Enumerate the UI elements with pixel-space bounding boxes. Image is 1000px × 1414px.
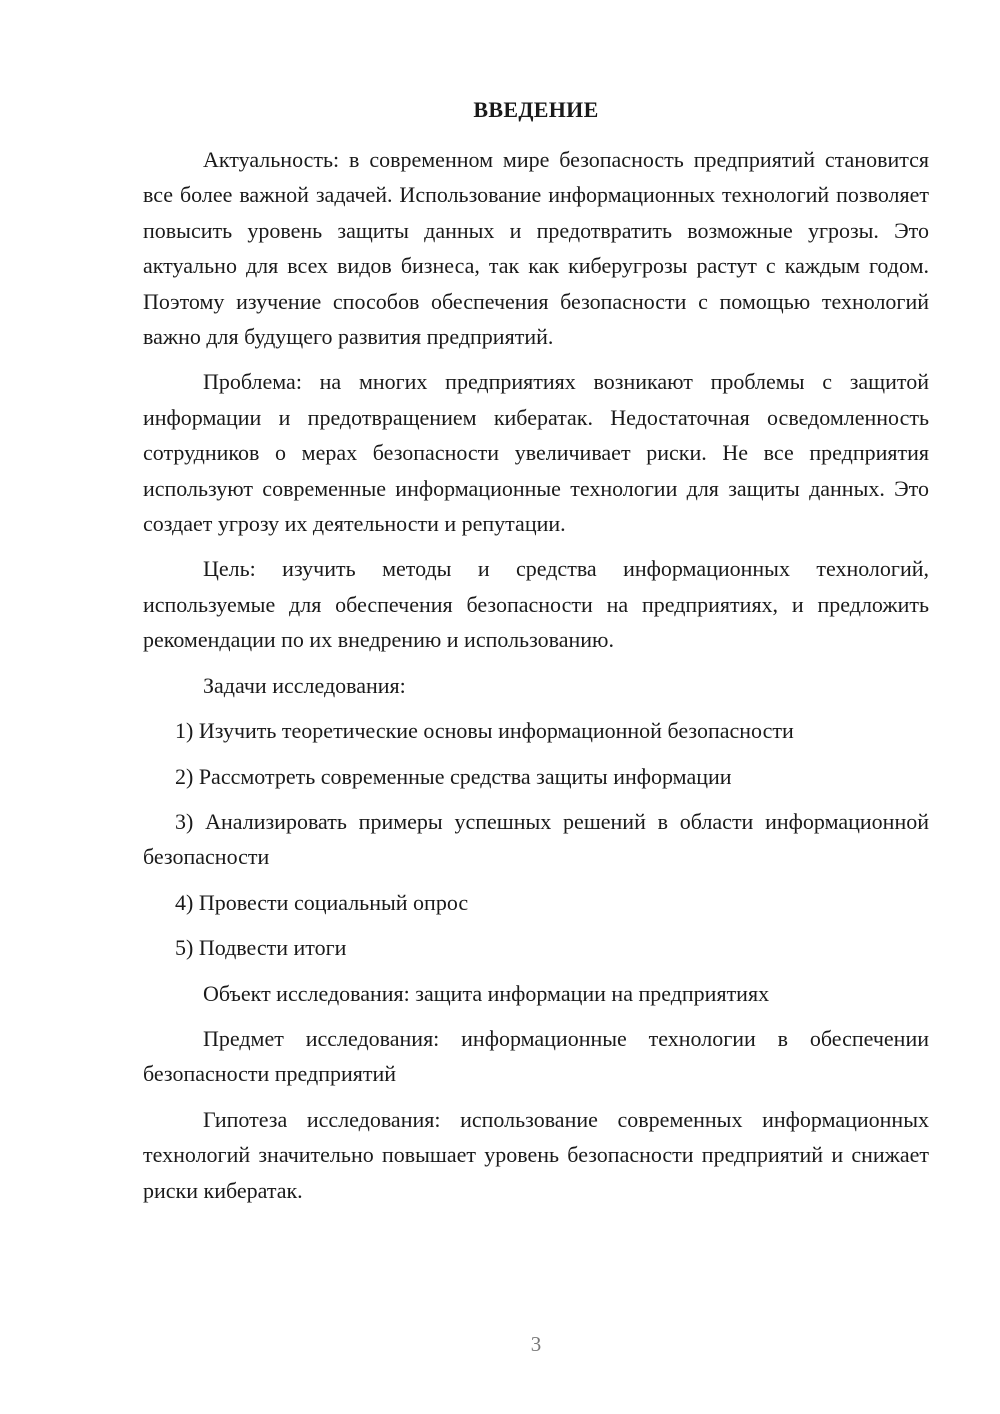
page-number: 3 bbox=[530, 1332, 542, 1356]
task-item: 3) Анализировать примеры успешных решений в области информационной безопасности bbox=[143, 808, 929, 870]
document-title: ВВЕДЕНИЕ bbox=[473, 97, 599, 122]
paragraph-hypothesis: Гипотеза исследования: использование современных информационных технологий значительно повышает уровень безопасности предприятий и снижает риски кибератак. bbox=[143, 1106, 929, 1203]
task-item: 4) Провести социальный опрос bbox=[175, 889, 469, 915]
paragraph-tasks-heading: Задачи исследования: bbox=[203, 672, 406, 698]
paragraph-object: Объект исследования: защита информации на предприятиях bbox=[203, 980, 770, 1006]
paragraph-problem: Проблема: на многих предприятиях возникают проблемы с защитой информации и предотвращением кибератак. Недостаточная осведомленность сотрудников о мерах безопасности увеличивает риски. Не все предприятия используют современные информационные технологии для защиты данных. Это создает угрозу их деятельности и репутации. bbox=[143, 369, 929, 537]
paragraph-relevance: Актуальность: в современном мире безопасность предприятий становится все более важной задачей. Использование информационных технологий позволяет повысить уровень защиты данных и предотвратить возможные угрозы. Это актуально для всех видов бизнеса, так как киберугрозы растут с каждым годом. Поэтому изучение способов обеспечения безопасности с помощью технологий важно для будущего развития предприятий. bbox=[143, 147, 929, 350]
task-item: 1) Изучить теоретические основы информационной безопасности bbox=[175, 718, 794, 744]
task-item: 2) Рассмотреть современные средства защиты информации bbox=[175, 763, 732, 789]
document-body bbox=[143, 142, 929, 1218]
paragraph-subject: Предмет исследования: информационные технологии в обеспечении безопасности предприятий bbox=[143, 1025, 929, 1087]
document-page bbox=[143, 0, 929, 1414]
paragraph-goal: Цель: изучить методы и средства информационных технологий, используемые для обеспечения безопасности на предприятиях, и предложить рекомендации по их внедрению и использованию. bbox=[143, 556, 929, 653]
task-item: 5) Подвести итоги bbox=[175, 935, 347, 961]
